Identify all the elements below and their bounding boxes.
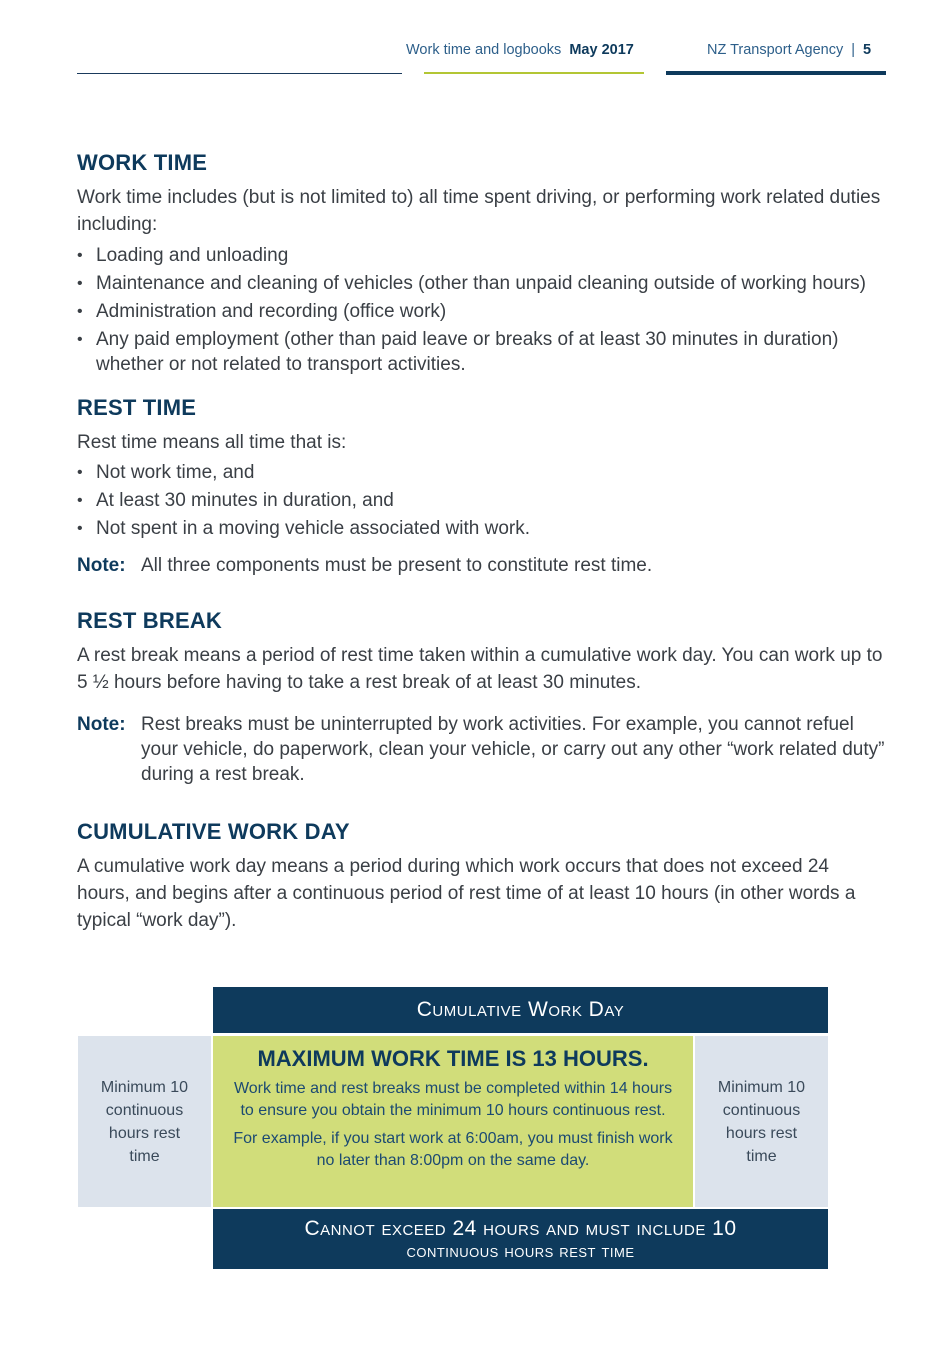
work-time-list xyxy=(77,243,887,377)
note-label: Note: xyxy=(77,555,126,576)
list-item: • Maintenance and cleaning of vehicles (other than unpaid cleaning outside of working hours) xyxy=(77,271,887,296)
header-date: May 2017 xyxy=(569,42,634,58)
cumulative-work-day-heading: CUMULATIVE WORK DAY xyxy=(77,819,350,844)
diagram-bottom-line-1: Cannot exceed 24 hours and must include 10 xyxy=(304,1217,737,1240)
diagram-center-text-1: Work time and rest breaks must be completed within 14 hours to ensure you obtain the minimum 10 hours continuous rest. xyxy=(233,1080,673,1119)
diagram-bottom-line-2: continuous hours rest time xyxy=(406,1241,635,1261)
diagram-left-label: Minimum 10 continuous hours rest time xyxy=(100,1078,189,1165)
rest-time-intro: Rest time means all time that is: xyxy=(77,432,347,453)
rest-time-heading: REST TIME xyxy=(77,395,197,420)
rest-time-list xyxy=(77,460,887,541)
diagram-work-block xyxy=(213,1036,693,1207)
diagram-center-title: MAXIMUM WORK TIME IS 13 HOURS. xyxy=(257,1046,649,1071)
diagram-top-bar: Cumulative Work Day xyxy=(213,987,828,1033)
list-item: • Loading and unloading xyxy=(77,243,887,268)
note-text: All three components must be present to constitute rest time. xyxy=(141,555,653,576)
work-time-heading: WORK TIME xyxy=(77,150,208,175)
diagram-left-rest xyxy=(78,1036,211,1207)
header-doc-title: Work time and logbooks xyxy=(406,42,562,58)
list-item: • Any paid employment (other than paid leave or breaks of at least 30 minutes in duration) whether or not related to transport activities. xyxy=(77,327,887,377)
header-separator: | xyxy=(851,42,855,58)
cumulative-work-day-diagram xyxy=(78,987,830,1269)
rest-break-text: A rest break means a period of rest time taken within a cumulative work day. You can work up to 5 ½ hours before having to take a rest break of at least 30 minutes. xyxy=(77,645,883,693)
header-rule-left xyxy=(77,73,402,74)
cumulative-work-day-text: A cumulative work day means a period during which work occurs that does not exceed 24 hours, and begins after a continuous period of rest time of at least 10 hours (in other words a typical “work day”). xyxy=(77,856,856,931)
page-number: 5 xyxy=(862,42,872,58)
diagram-bottom-bar xyxy=(213,1209,828,1269)
note-text: Rest breaks must be uninterrupted by work activities. For example, you cannot refuel your vehicle, do paperwork, clean your vehicle, or carry out any other “work related duty” during a rest break. xyxy=(141,714,885,785)
diagram-right-label: Minimum 10 continuous hours rest time xyxy=(717,1078,806,1165)
header-rule-middle xyxy=(424,72,644,74)
list-item: • Administration and recording (office work) xyxy=(77,299,887,324)
diagram-center-text-2: For example, if you start work at 6:00am, you must finish work no later than 8:00pm on the same day. xyxy=(233,1130,673,1169)
work-time-intro: Work time includes (but is not limited to) all time spent driving, or performing work related duties including: xyxy=(77,187,881,235)
rest-time-note xyxy=(77,553,887,578)
rest-break-heading: REST BREAK xyxy=(77,608,223,633)
header-doc-info xyxy=(406,42,634,58)
list-item: • Not spent in a moving vehicle associated with work. xyxy=(77,516,887,541)
header-agency: NZ Transport Agency xyxy=(707,42,844,58)
list-item: • At least 30 minutes in duration, and xyxy=(77,488,887,513)
header-agency-info xyxy=(707,42,871,58)
note-label: Note: xyxy=(77,714,126,735)
header-rule-right xyxy=(666,71,886,75)
diagram-right-rest xyxy=(695,1036,828,1207)
rest-break-note xyxy=(77,712,887,787)
list-item: • Not work time, and xyxy=(77,460,887,485)
page-content xyxy=(77,150,887,934)
